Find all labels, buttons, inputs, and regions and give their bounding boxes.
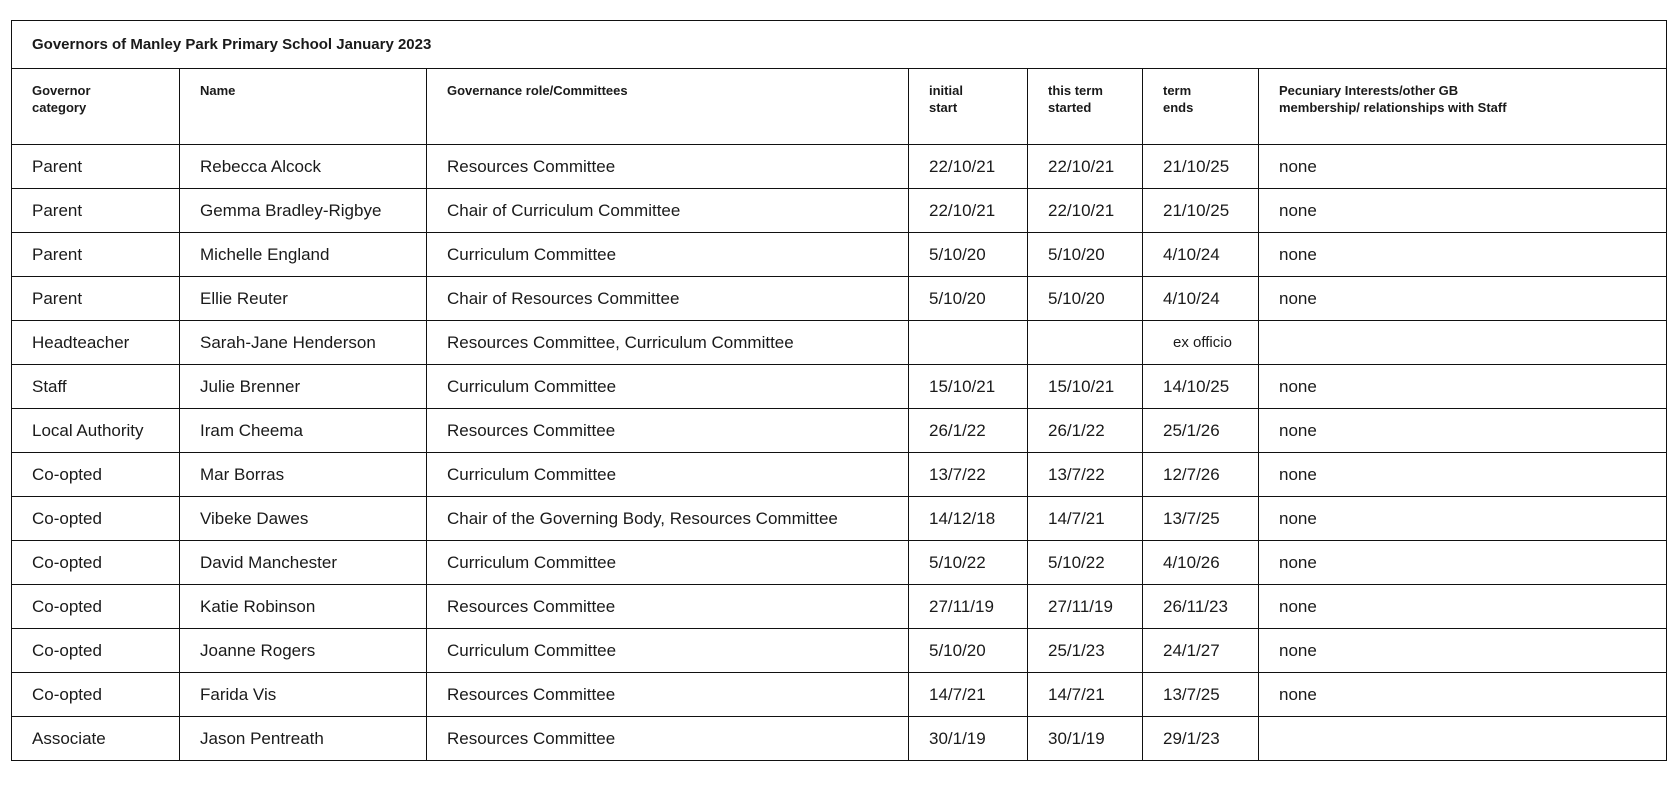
cell-term-started: 27/11/19 — [1028, 585, 1143, 629]
cell-pecuniary-interests: none — [1259, 233, 1667, 277]
cell-initial-start: 5/10/20 — [909, 629, 1028, 673]
cell-pecuniary-interests: none — [1259, 277, 1667, 321]
cell-name: Ellie Reuter — [180, 277, 427, 321]
cell-name: Iram Cheema — [180, 409, 427, 453]
cell-governor-category: Co-opted — [12, 585, 180, 629]
table-row — [12, 629, 1667, 673]
cell-initial-start: 15/10/21 — [909, 365, 1028, 409]
cell-governance-role: Resources Committee, Curriculum Committee — [427, 321, 909, 365]
header-name: Name — [180, 69, 427, 145]
cell-term-ends: 4/10/24 — [1143, 233, 1259, 277]
cell-pecuniary-interests: none — [1259, 145, 1667, 189]
cell-governor-category: Local Authority — [12, 409, 180, 453]
header-initial-start-line1: initial — [929, 83, 963, 98]
cell-governance-role: Resources Committee — [427, 145, 909, 189]
header-pecuniary-interests — [1259, 69, 1667, 145]
cell-pecuniary-interests — [1259, 717, 1667, 761]
cell-governance-role: Resources Committee — [427, 717, 909, 761]
cell-governance-role: Curriculum Committee — [427, 453, 909, 497]
cell-term-started: 26/1/22 — [1028, 409, 1143, 453]
cell-governance-role: Curriculum Committee — [427, 365, 909, 409]
cell-initial-start — [909, 321, 1028, 365]
cell-governance-role: Curriculum Committee — [427, 541, 909, 585]
cell-governance-role: Chair of Curriculum Committee — [427, 189, 909, 233]
cell-term-started: 5/10/20 — [1028, 233, 1143, 277]
table-row — [12, 233, 1667, 277]
title-row — [12, 21, 1667, 69]
cell-governor-category: Parent — [12, 145, 180, 189]
cell-term-started — [1028, 321, 1143, 365]
header-governance-role: Governance role/Committees — [427, 69, 909, 145]
cell-governance-role: Curriculum Committee — [427, 629, 909, 673]
cell-governor-category: Parent — [12, 233, 180, 277]
cell-governor-category: Staff — [12, 365, 180, 409]
cell-governance-role: Resources Committee — [427, 409, 909, 453]
header-row — [12, 69, 1667, 145]
cell-initial-start: 14/7/21 — [909, 673, 1028, 717]
cell-term-ends: 12/7/26 — [1143, 453, 1259, 497]
cell-governance-role: Chair of Resources Committee — [427, 277, 909, 321]
cell-term-started: 14/7/21 — [1028, 497, 1143, 541]
cell-pecuniary-interests: none — [1259, 365, 1667, 409]
cell-name: David Manchester — [180, 541, 427, 585]
cell-governor-category: Co-opted — [12, 497, 180, 541]
cell-term-ends: 4/10/24 — [1143, 277, 1259, 321]
cell-term-ends: ex officio — [1143, 321, 1259, 365]
cell-term-started: 25/1/23 — [1028, 629, 1143, 673]
cell-pecuniary-interests: none — [1259, 409, 1667, 453]
table-row — [12, 145, 1667, 189]
header-initial-start — [909, 69, 1028, 145]
table-row — [12, 189, 1667, 233]
cell-governor-category: Co-opted — [12, 673, 180, 717]
governors-table — [11, 20, 1667, 761]
cell-governor-category: Co-opted — [12, 629, 180, 673]
cell-name: Rebecca Alcock — [180, 145, 427, 189]
cell-term-started: 5/10/20 — [1028, 277, 1143, 321]
cell-term-ends: 25/1/26 — [1143, 409, 1259, 453]
cell-initial-start: 22/10/21 — [909, 145, 1028, 189]
cell-term-ends: 21/10/25 — [1143, 189, 1259, 233]
cell-governor-category: Parent — [12, 189, 180, 233]
cell-term-started: 22/10/21 — [1028, 189, 1143, 233]
cell-name: Gemma Bradley-Rigbye — [180, 189, 427, 233]
cell-term-ends: 24/1/27 — [1143, 629, 1259, 673]
cell-name: Julie Brenner — [180, 365, 427, 409]
header-governor-category-line2: category — [32, 100, 87, 115]
cell-name: Vibeke Dawes — [180, 497, 427, 541]
cell-governor-category: Co-opted — [12, 541, 180, 585]
cell-term-ends: 13/7/25 — [1143, 673, 1259, 717]
header-governor-category — [12, 69, 180, 145]
table-title: Governors of Manley Park Primary School January 2023 — [12, 21, 1667, 69]
cell-governor-category: Co-opted — [12, 453, 180, 497]
cell-term-ends: 13/7/25 — [1143, 497, 1259, 541]
cell-term-started: 22/10/21 — [1028, 145, 1143, 189]
table-row — [12, 453, 1667, 497]
cell-term-ends: 21/10/25 — [1143, 145, 1259, 189]
cell-pecuniary-interests: none — [1259, 673, 1667, 717]
cell-initial-start: 5/10/20 — [909, 233, 1028, 277]
cell-term-ends: 4/10/26 — [1143, 541, 1259, 585]
cell-term-ends: 14/10/25 — [1143, 365, 1259, 409]
cell-term-started: 5/10/22 — [1028, 541, 1143, 585]
cell-pecuniary-interests: none — [1259, 629, 1667, 673]
table-row — [12, 717, 1667, 761]
table-row — [12, 277, 1667, 321]
header-governor-category-line1: Governor — [32, 83, 91, 98]
table-row — [12, 585, 1667, 629]
header-term-started-line1: this term — [1048, 83, 1103, 98]
table-row — [12, 365, 1667, 409]
cell-pecuniary-interests: none — [1259, 453, 1667, 497]
header-pecuniary-interests-line1: Pecuniary Interests/other GB — [1279, 83, 1459, 98]
cell-pecuniary-interests — [1259, 321, 1667, 365]
cell-pecuniary-interests: none — [1259, 497, 1667, 541]
cell-name: Jason Pentreath — [180, 717, 427, 761]
cell-name: Joanne Rogers — [180, 629, 427, 673]
header-term-started — [1028, 69, 1143, 145]
cell-governance-role: Resources Committee — [427, 585, 909, 629]
cell-pecuniary-interests: none — [1259, 189, 1667, 233]
header-term-started-line2: started — [1048, 100, 1092, 115]
cell-governor-category: Headteacher — [12, 321, 180, 365]
header-term-ends-line1: term — [1163, 83, 1192, 98]
cell-governor-category: Associate — [12, 717, 180, 761]
cell-term-ends: 26/11/23 — [1143, 585, 1259, 629]
cell-pecuniary-interests: none — [1259, 541, 1667, 585]
table-row — [12, 497, 1667, 541]
cell-governance-role: Curriculum Committee — [427, 233, 909, 277]
cell-name: Sarah-Jane Henderson — [180, 321, 427, 365]
cell-governance-role: Chair of the Governing Body, Resources Committee — [427, 497, 909, 541]
header-term-ends — [1143, 69, 1259, 145]
cell-name: Farida Vis — [180, 673, 427, 717]
cell-initial-start: 5/10/22 — [909, 541, 1028, 585]
cell-initial-start: 30/1/19 — [909, 717, 1028, 761]
cell-term-started: 30/1/19 — [1028, 717, 1143, 761]
cell-name: Mar Borras — [180, 453, 427, 497]
header-pecuniary-interests-line2: membership/ relationships with Staff — [1279, 100, 1507, 115]
cell-term-started: 14/7/21 — [1028, 673, 1143, 717]
cell-initial-start: 27/11/19 — [909, 585, 1028, 629]
cell-initial-start: 22/10/21 — [909, 189, 1028, 233]
cell-name: Katie Robinson — [180, 585, 427, 629]
cell-governance-role: Resources Committee — [427, 673, 909, 717]
cell-term-ends: 29/1/23 — [1143, 717, 1259, 761]
cell-initial-start: 26/1/22 — [909, 409, 1028, 453]
header-term-ends-line2: ends — [1163, 100, 1194, 115]
cell-initial-start: 14/12/18 — [909, 497, 1028, 541]
cell-term-started: 15/10/21 — [1028, 365, 1143, 409]
cell-initial-start: 5/10/20 — [909, 277, 1028, 321]
cell-governor-category: Parent — [12, 277, 180, 321]
table-row — [12, 541, 1667, 585]
table-row — [12, 321, 1667, 365]
cell-term-started: 13/7/22 — [1028, 453, 1143, 497]
table-row — [12, 409, 1667, 453]
header-initial-start-line2: start — [929, 100, 958, 115]
table-row — [12, 673, 1667, 717]
cell-initial-start: 13/7/22 — [909, 453, 1028, 497]
cell-pecuniary-interests: none — [1259, 585, 1667, 629]
cell-name: Michelle England — [180, 233, 427, 277]
